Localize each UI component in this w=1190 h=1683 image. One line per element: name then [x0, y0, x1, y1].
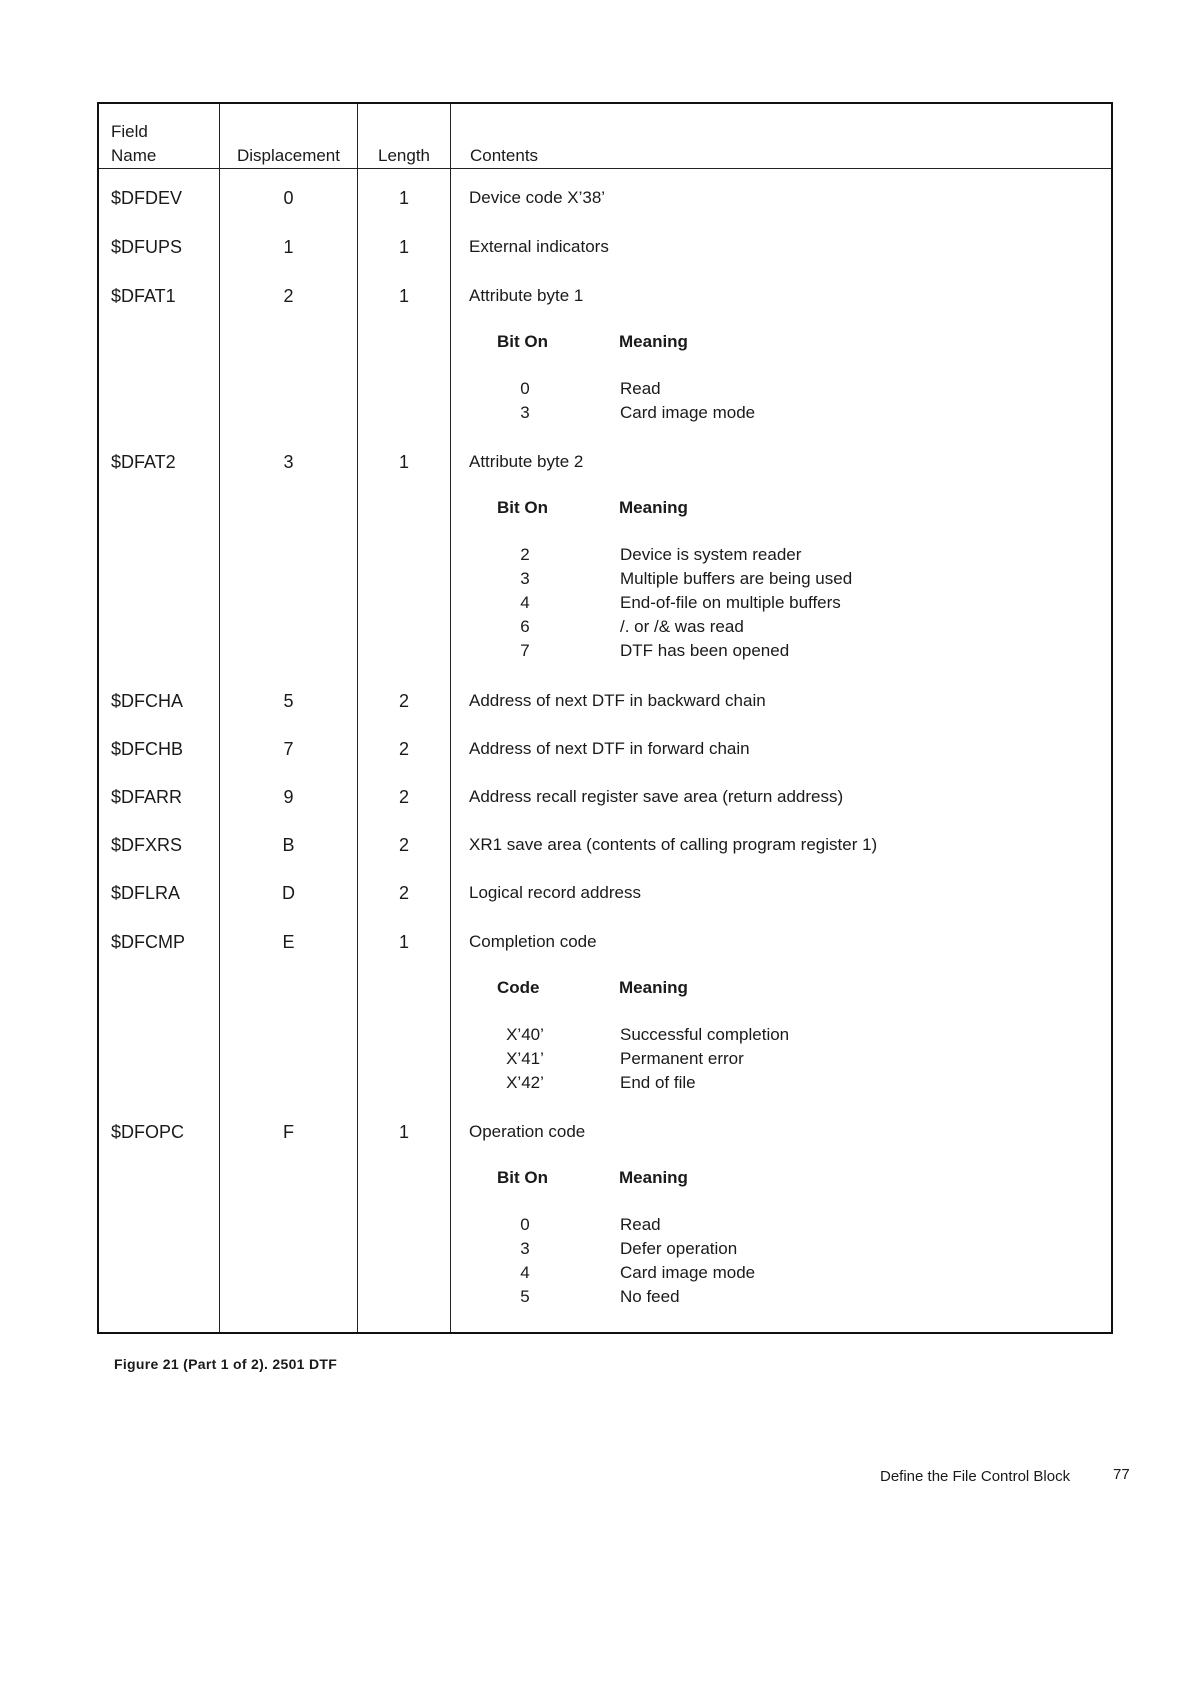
sub-key-value: 4: [520, 1263, 530, 1282]
contents-cell: Completion code: [469, 932, 597, 951]
sub-meaning-value: Card image mode: [620, 403, 756, 422]
column-divider: [450, 104, 451, 1332]
length-cell: 1: [398, 237, 409, 257]
sub-key-value: 5: [520, 1287, 530, 1306]
field-name-cell: $DFCHB: [111, 739, 184, 759]
contents-cell: Attribute byte 2: [469, 452, 584, 471]
field-name-cell: $DFLRA: [111, 883, 181, 903]
header-divider: [99, 168, 1111, 169]
displacement-cell: 9: [283, 787, 294, 807]
sub-meaning-value: End of file: [620, 1073, 696, 1092]
displacement-cell: B: [282, 835, 295, 855]
length-cell: 1: [398, 1122, 409, 1142]
field-name-cell: $DFOPC: [111, 1122, 185, 1142]
displacement-cell: 2: [283, 286, 294, 306]
contents-cell: Attribute byte 1: [469, 286, 584, 305]
sub-key-value: 6: [520, 617, 530, 636]
sub-meaning-value: Read: [620, 379, 661, 398]
dtf-table: [97, 102, 1113, 1334]
sub-meaning-value: /. or /& was read: [620, 617, 744, 636]
sub-key-value: 0: [520, 1215, 530, 1234]
length-cell: 2: [398, 787, 409, 807]
header-length: Length: [378, 146, 430, 165]
displacement-cell: 3: [283, 452, 294, 472]
displacement-cell: 5: [283, 691, 294, 711]
sub-meaning-value: End-of-file on multiple buffers: [620, 593, 841, 612]
contents-cell: Address of next DTF in backward chain: [469, 691, 766, 710]
displacement-cell: 1: [283, 237, 294, 257]
field-name-cell: $DFAT2: [111, 452, 176, 472]
field-name-cell: $DFCHA: [111, 691, 184, 711]
sub-key-header: Bit On: [497, 1168, 548, 1187]
displacement-cell: 7: [283, 739, 294, 759]
field-name-cell: $DFUPS: [111, 237, 183, 257]
sub-key-value: 2: [520, 545, 530, 564]
sub-key-value: X’41’: [506, 1049, 544, 1068]
displacement-cell: E: [282, 932, 295, 952]
sub-meaning-value: Defer operation: [620, 1239, 738, 1258]
field-name-cell: $DFDEV: [111, 188, 183, 208]
sub-key-header: Bit On: [497, 498, 548, 517]
contents-cell: Operation code: [469, 1122, 586, 1141]
contents-cell: XR1 save area (contents of calling program register 1): [469, 835, 878, 854]
sub-key-header: Code: [497, 978, 540, 997]
contents-cell: Address recall register save area (return address): [469, 787, 844, 806]
sub-meaning-value: Multiple buffers are being used: [620, 569, 853, 588]
sub-meaning-value: Card image mode: [620, 1263, 756, 1282]
length-cell: 2: [398, 835, 409, 855]
sub-key-value: X’40’: [506, 1025, 544, 1044]
length-cell: 1: [398, 286, 409, 306]
field-name-cell: $DFXRS: [111, 835, 183, 855]
figure-caption: Figure 21 (Part 1 of 2). 2501 DTF: [114, 1356, 338, 1372]
sub-meaning-value: Successful completion: [620, 1025, 790, 1044]
length-cell: 1: [398, 932, 409, 952]
length-cell: 2: [398, 691, 409, 711]
sub-meaning-value: Read: [620, 1215, 661, 1234]
sub-key-header: Bit On: [497, 332, 548, 351]
header-displacement: Displacement: [237, 146, 340, 165]
contents-cell: External indicators: [469, 237, 609, 256]
displacement-cell: F: [283, 1122, 294, 1142]
sub-key-value: 3: [520, 569, 530, 588]
length-cell: 2: [398, 739, 409, 759]
header-contents: Contents: [470, 146, 539, 165]
sub-meaning-header: Meaning: [619, 332, 688, 351]
sub-key-value: 0: [520, 379, 530, 398]
length-cell: 2: [398, 883, 409, 903]
displacement-cell: 0: [283, 188, 294, 208]
length-cell: 1: [398, 188, 409, 208]
sub-key-value: X’42’: [506, 1073, 544, 1092]
header-field-name: Field Name: [111, 122, 157, 165]
sub-meaning-value: Device is system reader: [620, 545, 802, 564]
sub-meaning-value: DTF has been opened: [620, 641, 790, 660]
sub-meaning-header: Meaning: [619, 1168, 688, 1187]
footer-title: Define the File Control Block: [880, 1468, 1071, 1485]
page-number: 77: [1113, 1466, 1130, 1483]
field-name-cell: $DFAT1: [111, 286, 176, 306]
contents-cell: Logical record address: [469, 883, 641, 902]
sub-meaning-header: Meaning: [619, 978, 688, 997]
displacement-cell: D: [282, 883, 295, 903]
length-cell: 1: [398, 452, 409, 472]
field-name-cell: $DFARR: [111, 787, 183, 807]
sub-key-value: 4: [520, 593, 530, 612]
contents-cell: Address of next DTF in forward chain: [469, 739, 750, 758]
sub-key-value: 3: [520, 1239, 530, 1258]
sub-meaning-value: Permanent error: [620, 1049, 744, 1068]
sub-key-value: 3: [520, 403, 530, 422]
sub-meaning-value: No feed: [620, 1287, 680, 1306]
sub-meaning-header: Meaning: [619, 498, 688, 517]
field-name-cell: $DFCMP: [111, 932, 186, 952]
contents-cell: Device code X’38’: [469, 188, 606, 207]
sub-key-value: 7: [520, 641, 530, 660]
